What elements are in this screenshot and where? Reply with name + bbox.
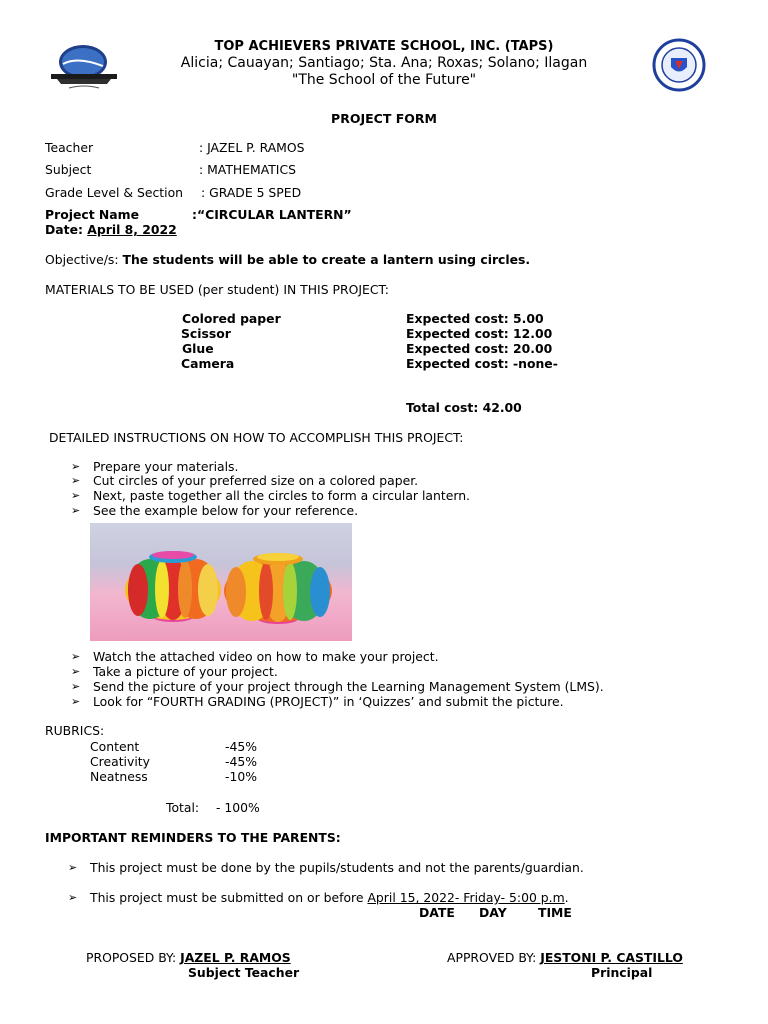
subject-value: : MATHEMATICS	[199, 162, 296, 177]
arrowhead-bullet-icon: ➢	[71, 489, 81, 502]
project-name-value: :“CIRCULAR LANTERN”	[192, 207, 352, 222]
material-cost: Expected cost: -none-	[406, 356, 558, 371]
reminder-item	[90, 890, 569, 905]
objective-text: The students will be able to create a lantern using circles.	[122, 252, 531, 267]
approved-title: Principal	[591, 965, 653, 980]
deadline-day-label: DAY	[479, 905, 507, 920]
total-cost: Total cost: 42.00	[406, 400, 522, 415]
grade-value: : GRADE 5 SPED	[201, 185, 302, 200]
reminder-deadline-suffix: .	[564, 890, 569, 905]
rubric-value: -45%	[225, 754, 258, 769]
school-tagline: "The School of the Future"	[291, 72, 477, 88]
arrowhead-bullet-icon: ➢	[71, 650, 81, 663]
rubric-total-value: - 100%	[216, 800, 260, 815]
instruction-step: Watch the attached video on how to make your project.	[93, 649, 439, 664]
proposed-label: PROPOSED BY:	[86, 950, 181, 965]
approved-by	[447, 950, 683, 965]
subject-label: Subject	[45, 162, 92, 177]
instruction-step: See the example below for your reference.	[93, 503, 359, 518]
arrowhead-bullet-icon: ➢	[71, 680, 81, 693]
reminders-heading: IMPORTANT REMINDERS TO THE PARENTS:	[45, 830, 341, 845]
rubric-total-label: Total:	[166, 800, 200, 815]
instruction-step: Next, paste together all the circles to form a circular lantern.	[93, 488, 470, 503]
approved-label: APPROVED BY:	[447, 950, 541, 965]
material-name: Colored paper	[182, 311, 281, 326]
material-name: Glue	[182, 341, 214, 356]
objective	[45, 252, 530, 267]
reminder-deadline: April 15, 2022- Friday- 5:00 p.m	[367, 890, 565, 905]
material-cost: Expected cost: 20.00	[406, 341, 553, 356]
arrowhead-bullet-icon: ➢	[71, 504, 81, 517]
material-cost: Expected cost: 5.00	[406, 311, 544, 326]
approved-name: JESTONI P. CASTILLO	[540, 950, 683, 965]
rubric-name: Neatness	[90, 769, 148, 784]
teacher-value: : JAZEL P. RAMOS	[199, 140, 305, 155]
material-cost: Expected cost: 12.00	[406, 326, 553, 341]
date-line	[45, 222, 177, 237]
reminder-deadline-prefix: This project must be submitted on or before	[90, 890, 368, 905]
proposed-title: Subject Teacher	[188, 965, 300, 980]
deadline-date-label: DATE	[419, 905, 455, 920]
school-branches: Alicia; Cauayan; Santiago; Sta. Ana; Roxas; Solano; Ilagan	[180, 55, 588, 71]
instruction-step: Prepare your materials.	[93, 459, 239, 474]
instruction-step: Send the picture of your project through the Learning Management System (LMS).	[93, 679, 604, 694]
materials-heading: MATERIALS TO BE USED (per student) IN THIS PROJECT:	[45, 282, 389, 297]
instruction-step: Cut circles of your preferred size on a colored paper.	[93, 473, 419, 488]
rubric-value: -10%	[225, 769, 258, 784]
arrowhead-bullet-icon: ➢	[68, 861, 78, 874]
date-value: April 8, 2022	[87, 222, 177, 237]
grade-label: Grade Level & Section	[45, 185, 183, 200]
rubric-name: Content	[90, 739, 140, 754]
rubric-name: Creativity	[90, 754, 150, 769]
instructions-heading: DETAILED INSTRUCTIONS ON HOW TO ACCOMPLISH THIS PROJECT:	[49, 430, 464, 445]
arrowhead-bullet-icon: ➢	[71, 695, 81, 708]
proposed-by	[86, 950, 291, 965]
objective-label: Objective/s:	[45, 252, 119, 267]
arrowhead-bullet-icon: ➢	[68, 891, 78, 904]
material-name: Camera	[181, 356, 235, 371]
arrowhead-bullet-icon: ➢	[71, 474, 81, 487]
form-title: PROJECT FORM	[331, 111, 437, 126]
project-name-label: Project Name	[45, 207, 139, 222]
proposed-name: JAZEL P. RAMOS	[180, 950, 291, 965]
instruction-step: Look for “FOURTH GRADING (PROJECT)” in ‘Quizzes’ and submit the picture.	[93, 694, 564, 709]
rubrics-heading: RUBRICS:	[45, 723, 105, 738]
material-name: Scissor	[181, 326, 231, 341]
school-name: TOP ACHIEVERS PRIVATE SCHOOL, INC. (TAPS)	[214, 39, 554, 54]
teacher-label: Teacher	[45, 140, 94, 155]
rubric-value: -45%	[225, 739, 258, 754]
lantern-example-photo	[90, 523, 352, 641]
instruction-step: Take a picture of your project.	[93, 664, 278, 679]
date-label: Date:	[45, 222, 83, 237]
deadline-time-label: TIME	[538, 905, 572, 920]
arrowhead-bullet-icon: ➢	[71, 665, 81, 678]
reminder-item: This project must be done by the pupils/students and not the parents/guardian.	[90, 860, 584, 875]
arrowhead-bullet-icon: ➢	[71, 460, 81, 473]
